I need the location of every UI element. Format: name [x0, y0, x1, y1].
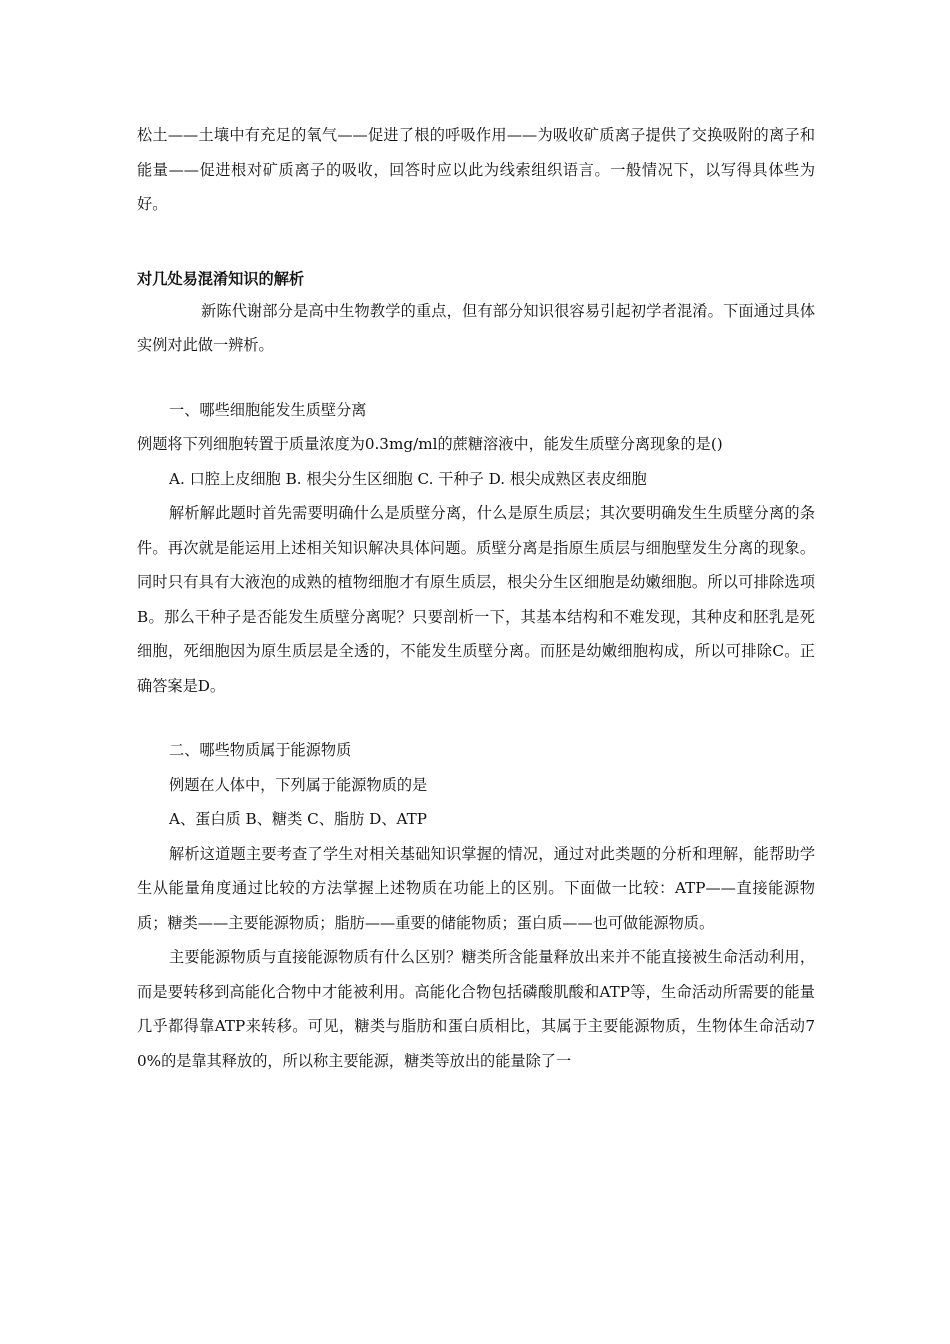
heading-plasmolysis: 一、哪些细胞能发生质壁分离	[169, 400, 367, 419]
document-page	[137, 118, 815, 1078]
analysis-plasmolysis: 解析解此题时首先需要明确什么是质壁分离，什么是原生质层；其次要明确发生生质壁分离的条件。再次就是能运用上述相关知识解决具体问题。质壁分离是指原生质层与细胞壁发生分离的现象。同时只有具有大液泡的成熟的植物细胞才有原生质层，根尖分生区细胞是幼嫩细胞。所以可排除选项B。那么干种子是否能发生质壁分离呢？只要剖析一下，其基本结构和不难发现，其种皮和胚乳是死细胞，死细胞因为原生质层是全透的，不能发生质壁分离。而胚是幼嫩细胞构成，所以可排除C。正确答案是D。	[137, 504, 815, 695]
analysis-energy-substances: 解析这道题主要考查了学生对相关基础知识掌握的情况，通过对此类题的分析和理解，能帮助学生从能量角度通过比较的方法掌握上述物质在功能上的区别。下面做一比较：ATP——直接能源物质；糖类——主要能源物质；脂肪——重要的储能物质；蛋白质——也可做能源物质。	[137, 844, 815, 932]
paragraph-energy-difference: 主要能源物质与直接能源物质有什么区别？糖类所含能量释放出来并不能直接被生命活动利用，而是要转移到高能化合物中才能被利用。高能化合物包括磷酸肌酸和ATP等，生命活动所需要的能量几乎都得靠ATP来转移。可见，糖类与脂肪和蛋白质相比，其属于主要能源物质，生物体生命活动70%的是靠其释放的，所以称主要能源，糖类等放出的能量除了一	[137, 948, 815, 1070]
question-energy-substances: 例题在人体中，下列属于能源物质的是	[169, 775, 428, 794]
heading-energy-substances: 二、哪些物质属于能源物质	[169, 741, 352, 759]
options-energy-substances: A、蛋白质 B、糖类 C、脂肪 D、ATP	[169, 810, 427, 828]
question-plasmolysis: 例题将下列细胞转置于质量浓度为0.3mg/ml的蔗糖溶液中，能发生质壁分离现象的是()	[137, 435, 723, 453]
paragraph-intro: 新陈代谢部分是高中生物教学的重点，但有部分知识很容易引起初学者混淆。下面通过具体实例对此做一辨析。	[137, 301, 815, 354]
options-plasmolysis: A. 口腔上皮细胞 B. 根尖分生区细胞 C. 干种子 D. 根尖成熟区表皮细胞	[169, 469, 647, 488]
section-title: 对几处易混淆知识的解析	[137, 269, 305, 288]
paragraph-soil-loosening: 松土——土壤中有充足的氧气——促进了根的呼吸作用——为吸收矿质离子提供了交换吸附的离子和能量——促进根对矿质离子的吸收，回答时应以此为线索组织语言。一般情况下，以写得具体些为好。	[137, 126, 815, 213]
